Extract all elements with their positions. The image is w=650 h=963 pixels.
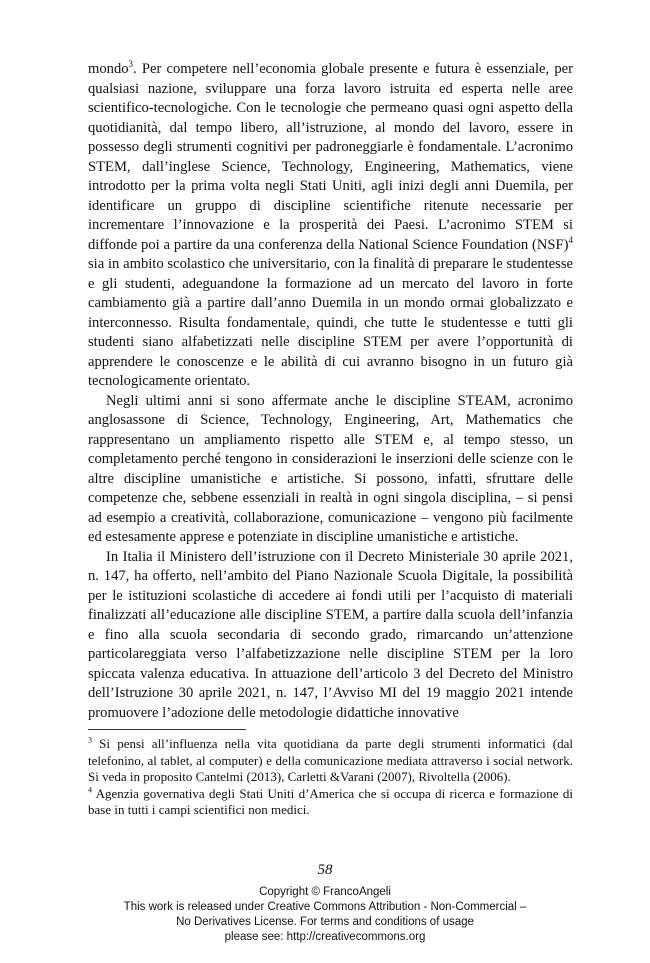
page-number: 58 — [317, 862, 333, 878]
footnotes — [88, 736, 573, 819]
footnote-ref-3[interactable]: 3 — [128, 59, 134, 70]
paragraph-1-end: sia in ambito scolastico che universitario, con la finalità di preparare le studentesse e gli studenti, adeguandone la formazione ad un mercato del lavoro in forte cambiamento già a partire dall’anno Duemila in un mondo ormai globalizzato e interconnesso. Risulta fondamentale, quindi, che tutte le studentesse e tutti gli studenti siano alfabetizzati nelle discipline STEM per avere l’opportunità di apprendere le conoscenze e le abilità di cui avranno bisogno in un futuro già tecnologicamente orientato. — [88, 256, 573, 389]
paragraph-1 — [88, 60, 573, 392]
license-notice — [0, 885, 650, 945]
footnote-4-mark: 4 — [88, 785, 92, 795]
license-line-3: No Derivatives License. For terms and conditions of usage — [176, 916, 474, 928]
footnote-3-mark: 3 — [88, 735, 92, 745]
footnote-ref-4[interactable]: 4 — [568, 234, 573, 245]
license-line-1: Copyright © FrancoAngeli — [259, 886, 391, 898]
footnote-4-text: Agenzia governativa degli Stati Uniti d’America che si occupa di ricerca e formazione di base in tutti i campi scientifici non medici. — [88, 785, 573, 818]
body-text — [88, 60, 573, 723]
footnote-3-text: Si pensi all’influenza nella vita quotidiana da parte degli strumenti informatici (dal telefonino, al tablet, al computer) e della comunicazione mediata attraverso i social network. Si veda in proposito Cantelmi (2013), Carletti &Varani (2007), Rivoltella (2006). — [88, 736, 573, 785]
paragraph-2: Negli ultimi anni si sono affermate anche le discipline STEAM, acronimo anglosassone di Science, Technology, Engineering, Art, Mathematics che rappresentano un ampliamento rispetto alle STEM e, al tempo stesso, un completamento perché tengono in considerazioni le inserzioni delle scienze con le altre discipline umanistiche e artistiche. Si possono, infatti, sfruttare delle competenze che, sebbene essenziali in realtà in ogni singola disciplina, – si pensi ad esempio a creatività, collaborazione, comunicazione – vengono più facilmente ed estesamente apprese e potenziate in discipline umanistiche e artistiche. — [88, 392, 573, 545]
license-line-4: please see: http://creativecommons.org — [224, 931, 426, 943]
license-line-2: This work is released under Creative Commons Attribution - Non-Commercial – — [123, 901, 527, 913]
paragraph-1-start: mondo — [88, 61, 129, 77]
footnote-separator — [88, 729, 246, 730]
footnote-3 — [88, 736, 573, 786]
paragraph-1-middle: . Per competere nell’economia globale presente e futura è essenziale, per qualsiasi nazione, sviluppare una forza lavoro istruita ed esperta nelle aree scientifico-tecnologiche. Con le tecnologie che permeano quasi ogni aspetto della quotidianità, dal tempo libero, all’istruzione, al mondo del lavoro, essere in possesso degli strumenti cognitivi per padroneggiarle è fondamentale. L’acronimo STEM, dall’inglese Science, Technology, Engineering, Mathematics, viene introdotto per la prima volta negli Stati Uniti, agli inizi degli anni Duemila, per identificare un gruppo di discipline scientifiche ritenute necessarie per incrementare l’innovazione e la prosperità dei Paesi. L’acronimo STEM si diffonde poi a partire da una conferenza della National Science Foundation (NSF) — [88, 61, 573, 253]
footnote-4 — [88, 786, 573, 819]
paragraph-3: In Italia il Ministero dell’istruzione con il Decreto Ministeriale 30 aprile 2021, n. 147, ha offerto, nell’ambito del Piano Nazionale Scuola Digitale, la possibilità per le istituzioni scolastiche di accedere ai fondi utili per l’acquisto di materiali finalizzati all’educazione alle discipline STEM, a partire dalla scuola dell’infanzia e fino alla scuola secondaria di secondo grado, rimarcando un’attenzione particolareggiata verso l’alfabetizzazione nelle discipline STEM per la loro spiccata valenza educativa. In attuazione dell’articolo 3 del Decreto del Ministro dell’Istruzione 30 aprile 2021, n. 147, l’Avviso MI del 19 maggio 2021 intende promuovere l’adozione delle metodologie didattiche innovative — [88, 548, 573, 721]
